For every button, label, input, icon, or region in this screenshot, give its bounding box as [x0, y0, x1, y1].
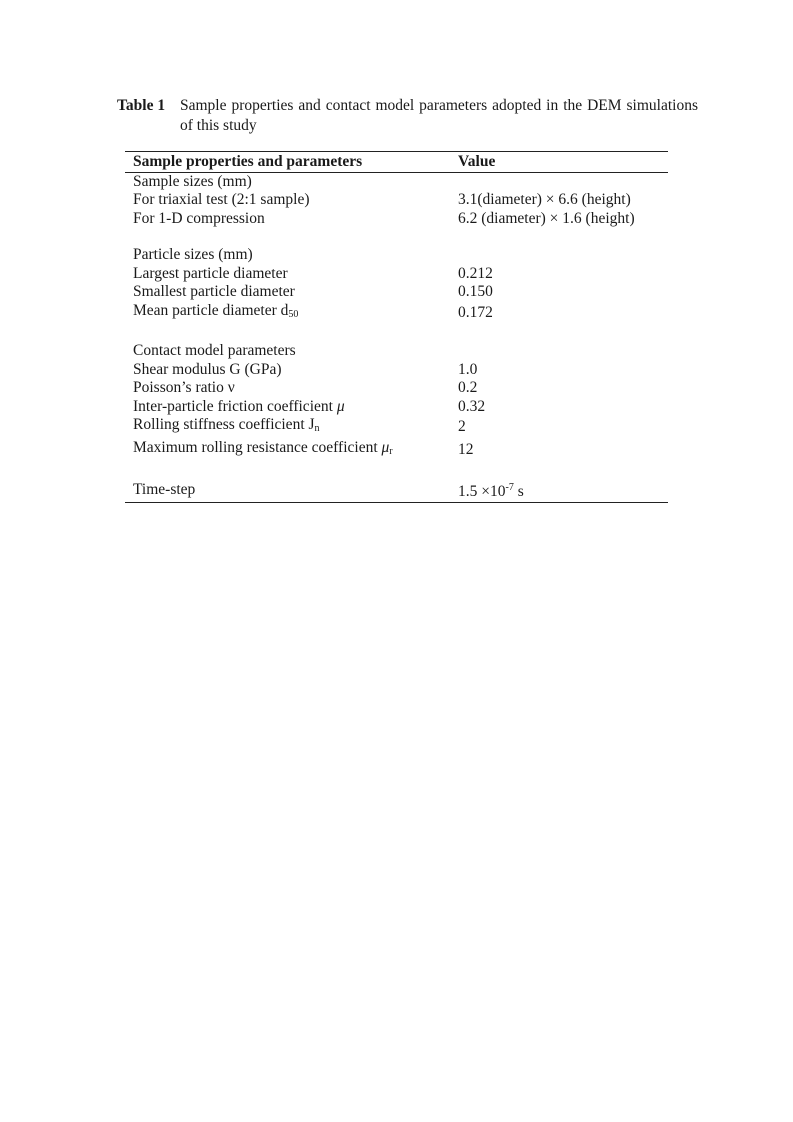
param-subscript: 50 [288, 308, 299, 320]
section-title: Contact model parameters [133, 342, 296, 359]
spacer-row [125, 228, 668, 246]
row-parameter: Poisson’s ratio ν [133, 379, 235, 396]
row-parameter [125, 302, 450, 325]
header-value: Value [458, 153, 496, 170]
section-title-row [125, 246, 668, 265]
row-parameter [125, 398, 450, 417]
value-unit: s [513, 483, 524, 500]
section-title-row [125, 342, 668, 361]
row-value: 0.32 [458, 397, 486, 415]
param-text: Rolling stiffness coefficient J [133, 416, 315, 433]
row-value: 0.212 [458, 264, 493, 282]
row-parameter: Smallest particle diameter [133, 283, 295, 300]
row-value: 0.2 [458, 379, 478, 396]
param-subscript: n [314, 423, 320, 434]
spacer-row [125, 461, 668, 479]
row-parameter: Time-step [133, 481, 196, 498]
table-row [125, 416, 668, 439]
value-text: 1.5 ×10 [458, 483, 506, 500]
row-value: 0.172 [458, 303, 493, 321]
param-symbol: μ [381, 438, 390, 456]
row-value: 12 [458, 440, 474, 458]
param-text: Mean particle diameter d [133, 301, 289, 319]
table-row [125, 191, 668, 210]
row-value: 1.0 [458, 360, 478, 378]
table-row [125, 398, 668, 417]
param-subscript: r [389, 445, 393, 457]
param-symbol: μ [336, 397, 345, 415]
section-title: Sample sizes (mm) [133, 172, 252, 190]
table-header-row [125, 152, 668, 173]
parameters-table [125, 151, 668, 503]
row-parameter: For 1-D compression [133, 209, 265, 227]
spacer-row [125, 324, 668, 342]
row-value: 0.150 [458, 283, 493, 300]
caption-text: Sample properties and contact model parameters adopted in the DEM simulations of this study [180, 97, 698, 134]
row-value: 2 [458, 418, 466, 435]
param-text: Inter-particle friction coefficient [133, 397, 337, 415]
row-parameter [125, 416, 450, 439]
row-parameter: Largest particle diameter [133, 264, 288, 282]
row-value: 6.2 (diameter) × 1.6 (height) [458, 209, 635, 227]
row-value: 3.1(diameter) × 6.6 (height) [458, 191, 631, 208]
row-parameter: Shear modulus G (GPa) [133, 360, 282, 378]
table-row [125, 265, 668, 284]
row-value [450, 479, 668, 502]
table-row [125, 379, 668, 398]
section-title: Particle sizes (mm) [133, 246, 253, 263]
table-row [125, 361, 668, 380]
table-row [125, 210, 668, 229]
section-title-row [125, 172, 668, 191]
table-row [125, 302, 668, 325]
row-parameter: For triaxial test (2:1 sample) [133, 191, 310, 208]
row-parameter [125, 439, 450, 462]
param-text: Maximum rolling resistance coefficient [133, 438, 382, 456]
table-row [125, 479, 668, 502]
table-row [125, 283, 668, 302]
table-row [125, 439, 668, 462]
header-parameter: Sample properties and parameters [133, 153, 363, 170]
table-label: Table 1 [117, 97, 166, 114]
value-exponent: -7 [505, 482, 514, 493]
table-caption [117, 96, 698, 135]
